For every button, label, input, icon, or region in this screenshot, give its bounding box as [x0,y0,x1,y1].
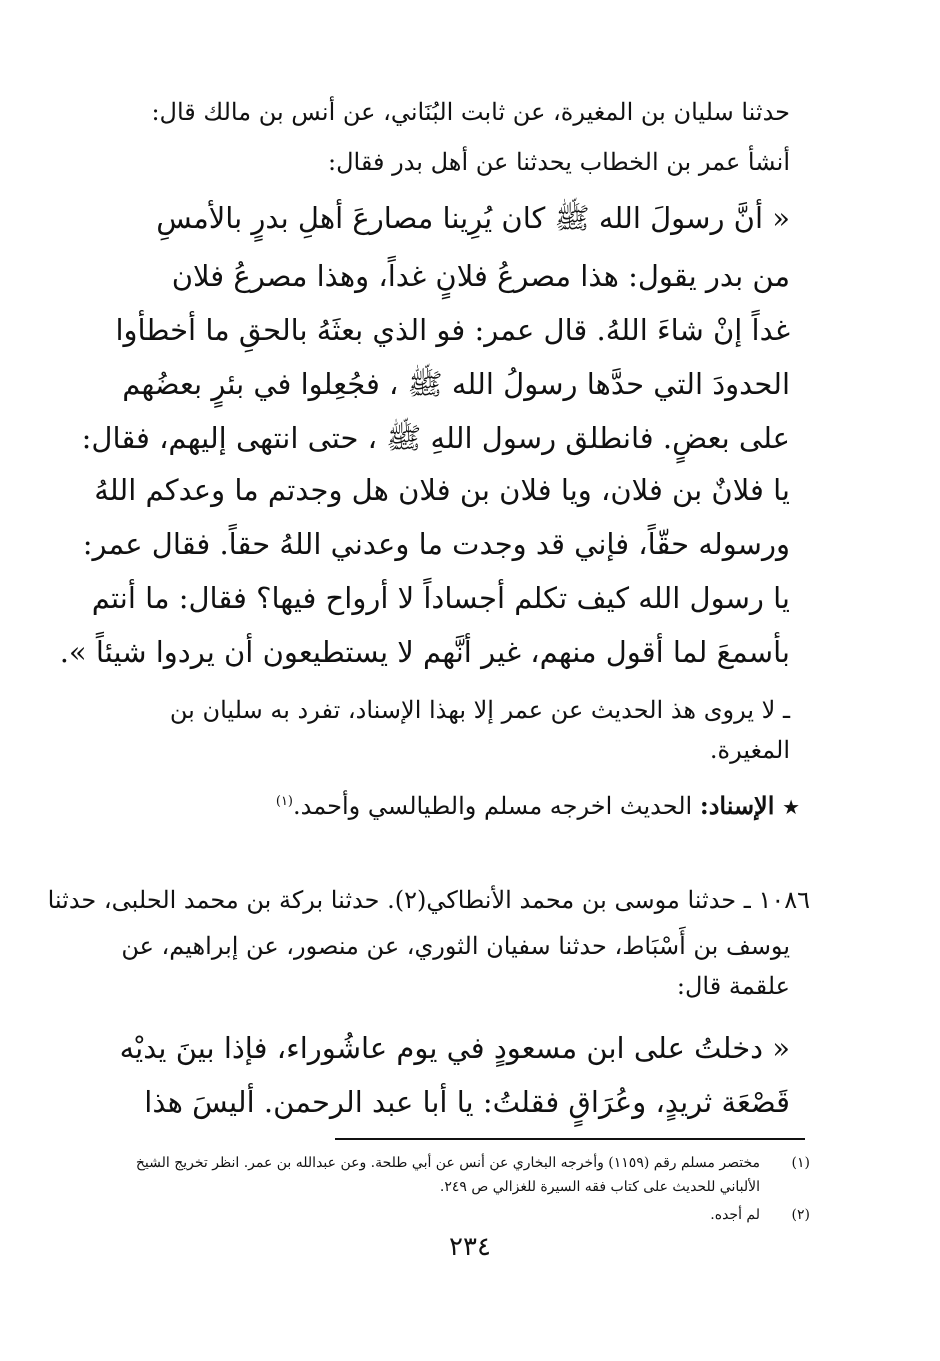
footnote-ref: (١) [275,794,293,809]
entry-text: ـ حدثنا موسى بن محمد الأنطاكي(٢). حدثنا بركة بن محمد الحلبى، حدثنا [47,886,751,914]
hadith-line: يا فلانٌ بن فلان، ويا فلان بن فلان هل وجدتم ما وعدكم اللهُ [94,473,790,507]
hadith-line: بأسمعَ لما أقول منهم، غير أنَّهم لا يستطيعون أن يردوا شيئاً ». [59,635,790,669]
hadith-line: من بدر يقول: هذا مصرعُ فلانٍ غداً، وهذا مصرعُ فلان [171,259,790,293]
commentary-line: ـ لا يروى هذ الحديث عن عمر إلا بهذا الإسناد، تفرد به سليان بن [169,696,790,724]
hadith-line: « دخلتُ على ابن مسعودٍ في يوم عاشُوراء، فإذا بينَ يديْه [119,1031,790,1065]
footnote-line: مختصر مسلم رقم (١١٥٩) وأخرجه البخاري عن أنس عن أبي طلحة. وعن عبدالله بن عمر. انظر تخريج الشيخ [135,1155,760,1171]
commentary-line: المغيرة. [709,736,790,764]
star-icon: ★ [782,795,800,819]
footnote-number: (٢) [791,1207,810,1223]
hadith-line: « أنَّ رسولَ الله ﷺ كان يُرِينا مصارعَ أهلِ بدرٍ بالأمسِ [156,201,790,235]
isnad-label: الإسناد: [699,791,775,820]
hadith-line: الحدودَ التي حدَّها رسولُ الله ﷺ ، فجُعِلوا في بئرٍ بعضُهم [122,367,790,401]
chain-line: علقمة قال: [676,972,790,1000]
hadith-line: قَصْعَة ثريدٍ، وعُرَاقٍ فقلتُ: يا أبا عبد الرحمن. أليسَ هذا [144,1085,790,1119]
isnad-text: الحديث اخرجه مسلم والطيالسي وأحمد. [293,792,693,820]
chain-line: يوسف بن أَسْبَاط، حدثنا سفيان الثوري، عن منصور، عن إبراهيم، عن [121,932,790,960]
chain-line: حدثنا سليان بن المغيرة، عن ثابت البُنَاني، عن أنس بن مالك قال: [151,98,790,126]
footnote-number: (١) [791,1155,810,1171]
footnote-line: الألباني للحديث على كتاب فقه السيرة للغزالي ص ٢٤٩. [439,1179,760,1195]
page-number: ٢٣٤ [449,1232,491,1262]
hadith-line: غداً إنْ شاءَ اللهُ. قال عمر: فو الذي بعثَهُ بالحقِ ما أخطأوا [115,313,790,347]
isnad-line [276,782,800,827]
footnote-divider [335,1138,805,1140]
footnote-line: لم أجده. [710,1207,760,1223]
entry-header-line [48,880,810,920]
hadith-line: على بعضٍ. فانطلق رسول اللهِ ﷺ ، حتى انتهى إليهم، فقال: [81,421,790,455]
entry-number: ١٠٨٦ [758,886,810,914]
hadith-line: ورسوله حقّاً، فإني قد وجدت ما وعدني اللهُ حقاً. فقال عمر: [82,527,790,561]
chain-line: أنشأ عمر بن الخطاب يحدثنا عن أهل بدر فقال: [328,148,790,176]
hadith-line: يا رسول الله كيف تكلم أجساداً لا أرواح فيها؟ فقال: ما أنتم [91,581,790,615]
